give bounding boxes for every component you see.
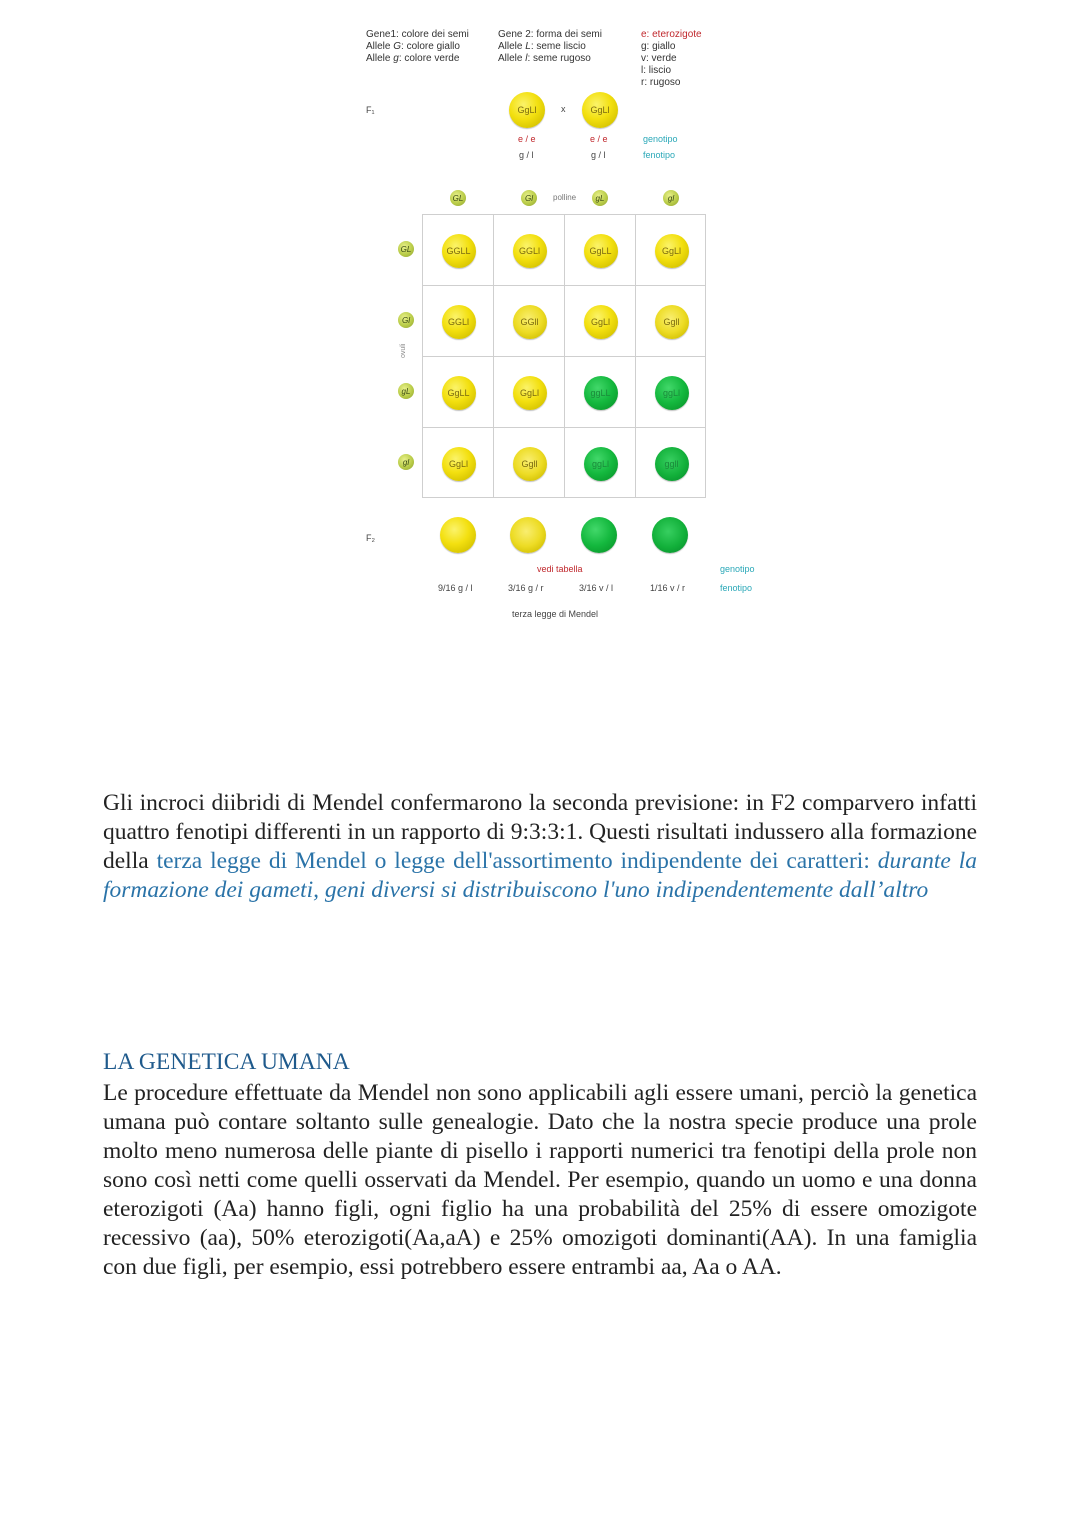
punnett-cell-genotype: Ggll: [663, 316, 680, 327]
f2-fenotipo-label: fenotipo: [720, 583, 753, 593]
f2-phenotype-ratio: 9/16 g / l: [438, 583, 473, 593]
cross-symbol: x: [561, 104, 566, 114]
punnett-cell-seed: [584, 447, 618, 481]
punnett-cell-seed: [584, 305, 618, 339]
parent2-genotype: GgLl: [590, 105, 610, 115]
gamete-left-3: gL: [398, 383, 414, 399]
legend-g: g: giallo: [641, 41, 676, 52]
punnett-cell-seed: [655, 305, 689, 339]
parent2-geno-label: e / e: [590, 134, 608, 144]
gene2-allele2: Allele l: seme rugoso: [498, 53, 591, 64]
gene1-allele1: Allele G: colore giallo: [366, 41, 460, 52]
punnett-cell-seed: [655, 234, 689, 268]
punnett-cell-seed: [442, 234, 476, 268]
third-law-term: terza legge di Mendel o legge dell'assortimento indipendente dei caratteri: [156, 848, 864, 874]
parent2-feno-label: g / l: [591, 150, 606, 160]
pollen-label: polline: [553, 193, 577, 202]
vedi-tabella-label: vedi tabella: [537, 564, 583, 574]
punnett-cell-genotype: ggLl: [591, 458, 609, 469]
f2-genotipo-label: genotipo: [720, 564, 755, 574]
punnett-cell-seed: [442, 447, 476, 481]
gene1-info: [366, 29, 469, 65]
punnett-cell-genotype: GGLl: [447, 316, 469, 327]
gamete-top-2: Gl: [521, 190, 537, 206]
punnett-cell-genotype: ggLl: [662, 387, 680, 398]
legend-l: l: liscio: [641, 65, 672, 76]
gene2-title: Gene 2: forma dei semi: [498, 29, 602, 40]
parent1-seed: [509, 92, 545, 128]
terza-legge-label: terza legge di Mendel: [512, 609, 599, 619]
legend-v: v: verde: [641, 53, 677, 64]
f1-label: F₁: [366, 105, 375, 115]
punnett-cell-seed: [655, 376, 689, 410]
ovules-label: ovuli: [400, 343, 407, 358]
gamete-top-3: gL: [592, 190, 608, 206]
punnett-cell-genotype: GgLl: [590, 316, 610, 327]
third-law-definition: durante la formazione dei gameti, geni diversi si distribuiscono l'uno indipendentemente dall’altro: [103, 848, 978, 903]
parent1-geno-label: e / e: [518, 134, 536, 144]
paragraph1-colon: :: [863, 848, 878, 874]
gene1-allele2: Allele g: colore verde: [366, 53, 460, 64]
f2-phenotype-seed: [652, 517, 688, 553]
punnett-cell-genotype: ggll: [664, 458, 679, 469]
f2-phenotype-ratio: 3/16 g / r: [508, 583, 544, 593]
legend-e: e: eterozigote: [641, 29, 702, 40]
punnett-cell-seed: [584, 376, 618, 410]
punnett-cell-genotype: GGLL: [446, 245, 471, 256]
punnett-cell-seed: [584, 234, 618, 268]
punnett-cell-genotype: GgLl: [661, 245, 681, 256]
punnett-cell-seed: [513, 376, 547, 410]
paragraph1-intro: Gli incroci diibridi di Mendel confermarono la seconda previsione: in F2 comparvero infatti quattro fenotipi differenti in un rapporto di 9:3:3:1. Questi risultati indussero alla formazione della: [103, 790, 977, 874]
punnett-cell-genotype: Ggll: [521, 458, 538, 469]
gamete-top-4: gl: [663, 190, 679, 206]
gamete-top-1: GL: [450, 190, 466, 206]
f2-label: F₂: [366, 533, 375, 543]
punnett-cell-seed: [513, 447, 547, 481]
section-heading: LA GENETICA UMANA: [103, 1049, 350, 1075]
gamete-left-2: Gl: [398, 312, 414, 328]
f2-phenotype-ratio: 3/16 v / l: [579, 583, 614, 593]
paragraph-dihybrid: [103, 789, 977, 905]
punnett-cell-genotype: GgLl: [519, 387, 539, 398]
f2-phenotype-seed: [510, 517, 546, 553]
paragraph-human-genetics: Le procedure effettuate da Mendel non sono applicabili agli essere umani, perciò la genetica umana può contare soltanto sulle genealogie. Dato che la nostra specie produce una prole molto meno numerosa delle piante di pisello i rapporti numerici tra fenotipi della prole non sono così netti come quelli osservati da Mendel. Per esempio, quando un uomo e una donna eterozigoti (Aa) hanno figli, ogni figlio ha una probabilità del 25% di essere omozigote recessivo (aa), 50% eterozigoti(Aa,aA) e 25% omozigoti dominanti(AA). In una famiglia con due figli, per esempio, essi potrebbero essere entrambi aa, Aa o AA.: [103, 1080, 977, 1280]
parent2-seed: [582, 92, 618, 128]
gene1-title: Gene1: colore dei semi: [366, 29, 469, 40]
legend-r: r: rugoso: [641, 77, 681, 88]
f2-phenotype-ratio: 1/16 v / r: [650, 583, 686, 593]
parent1-feno-label: g / l: [519, 150, 534, 160]
punnett-cell-genotype: ggLL: [590, 387, 611, 398]
punnett-cell-seed: [513, 234, 547, 268]
gene2-allele1: Allele L: seme liscio: [498, 41, 586, 52]
symbol-legend: [641, 29, 702, 89]
gamete-left-4: gl: [398, 454, 414, 470]
punnett-cell-genotype: GGll: [520, 316, 539, 327]
punnett-cell-seed: [442, 305, 476, 339]
punnett-cell-genotype: GgLL: [447, 387, 470, 398]
punnett-cell-genotype: GgLl: [448, 458, 468, 469]
punnett-cell-genotype: GGLl: [518, 245, 540, 256]
f2-phenotype-seed: [440, 517, 476, 553]
f2-phenotype-seed: [581, 517, 617, 553]
punnett-square: [422, 214, 706, 498]
gamete-left-1: GL: [398, 241, 414, 257]
punnett-cell-seed: [655, 447, 689, 481]
punnett-cell-genotype: GgLL: [589, 245, 612, 256]
gene2-info: [498, 29, 602, 65]
fenotipo-label: fenotipo: [643, 150, 676, 160]
parent1-genotype: GgLl: [517, 105, 537, 115]
punnett-cell-seed: [442, 376, 476, 410]
punnett-cell-seed: [513, 305, 547, 339]
genotipo-label: genotipo: [643, 134, 678, 144]
